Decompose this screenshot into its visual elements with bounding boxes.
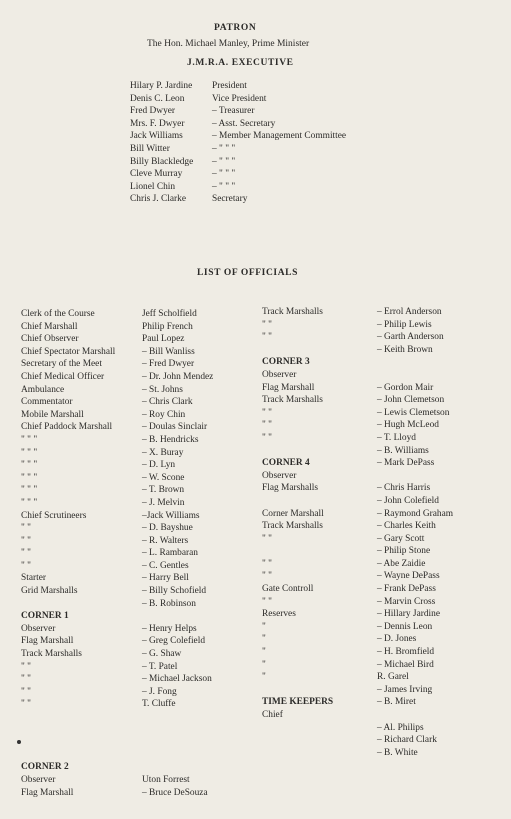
official-entry: – Wayne DePass: [377, 571, 440, 582]
official-entry: " ": [21, 535, 31, 546]
official-entry: – W. Scone: [142, 472, 185, 483]
official-entry: – Frank DePass: [377, 584, 436, 595]
official-entry: T. Cluffe: [142, 699, 176, 710]
official-entry: – Roy Chin: [142, 409, 186, 420]
official-entry: Chief Scrutineers: [21, 510, 87, 521]
official-entry: " ": [21, 523, 31, 534]
official-entry: – B. Hendricks: [142, 434, 199, 445]
official-entry: CORNER 4: [262, 458, 310, 469]
exec-name: Mrs. F. Dwyer: [130, 118, 185, 129]
exec-name: Jack Williams: [130, 131, 183, 142]
official-entry: [21, 749, 115, 762]
official-entry: " " ": [21, 434, 38, 445]
official-entry: – D. Jones: [377, 634, 417, 645]
names-column-1: [142, 308, 213, 799]
official-entry: Observer: [262, 369, 297, 380]
official-entry: – Hillary Jardine: [377, 609, 441, 620]
official-entry: Track Marshalls: [262, 395, 323, 406]
exec-role: – " " ": [212, 156, 236, 167]
official-entry: – Charles Keith: [377, 521, 436, 532]
official-entry: – Doulas Sinclair: [142, 422, 208, 433]
official-entry: – R. Walters: [142, 535, 189, 546]
executive-heading: J.M.R.A. EXECUTIVE: [187, 58, 294, 68]
official-entry: – X. Buray: [142, 447, 184, 458]
official-entry: [377, 709, 453, 722]
official-entry: " " ": [21, 497, 38, 508]
official-entry: Starter: [21, 573, 46, 584]
official-entry: – John Clemetson: [377, 395, 445, 406]
official-entry: Philip French: [142, 321, 193, 332]
official-entry: – Bruce DeSouza: [142, 787, 208, 798]
official-entry: " ": [21, 560, 31, 571]
official-entry: TIME KEEPERS: [262, 697, 334, 708]
official-entry: [142, 610, 213, 623]
official-entry: – Henry Helps: [142, 623, 197, 634]
exec-role: – Treasurer: [212, 106, 255, 117]
official-entry: " " ": [21, 472, 38, 483]
executive-roles: [212, 80, 346, 206]
official-entry: – Gordon Mair: [377, 382, 434, 393]
official-entry: – T. Patel: [142, 661, 178, 672]
officials-heading: LIST OF OFFICIALS: [197, 268, 299, 278]
official-entry: – Garth Anderson: [377, 332, 444, 343]
exec-role: – " " ": [212, 181, 236, 192]
exec-name: Chris J. Clarke: [130, 194, 186, 205]
exec-role: President: [212, 81, 247, 91]
official-entry: " ": [21, 699, 31, 710]
official-entry: – Dennis Leon: [377, 621, 433, 632]
official-entry: – Fred Dwyer: [142, 359, 195, 370]
official-entry: – Al. Philips: [377, 722, 424, 733]
official-entry: Chief Spectator Marshall: [21, 346, 116, 357]
official-entry: [21, 724, 115, 737]
names-column-2: [377, 306, 453, 759]
official-entry: " ": [262, 420, 272, 431]
official-entry: Paul Lopez: [142, 334, 185, 345]
official-entry: – Michael Jackson: [142, 674, 212, 685]
official-entry: " ": [262, 558, 272, 569]
official-entry: CORNER 2: [21, 762, 69, 773]
official-entry: Track Marshalls: [262, 521, 323, 532]
official-entry: " ": [262, 533, 272, 544]
official-entry: [142, 736, 213, 749]
official-entry: – Raymond Graham: [377, 508, 454, 519]
official-entry: " ": [262, 407, 272, 418]
official-entry: Clerk of the Course: [21, 309, 95, 319]
official-entry: Track Marshalls: [262, 307, 323, 317]
official-entry: – Abe Zaidie: [377, 558, 426, 569]
official-entry: Track Marshalls: [21, 649, 82, 660]
official-entry: – B. Williams: [377, 445, 429, 456]
official-entry: Mobile Marshall: [21, 409, 84, 420]
official-entry: Chief Paddock Marshall: [21, 422, 113, 433]
official-entry: – D. Bayshue: [142, 523, 193, 534]
official-entry: – B. Robinson: [142, 598, 196, 609]
official-entry: ": [262, 672, 266, 683]
official-entry: – Richard Clark: [377, 735, 437, 746]
positions-column-1: [21, 308, 115, 799]
official-entry: [377, 369, 453, 382]
official-entry: " ": [262, 432, 272, 443]
official-entry: – St. Johns: [142, 384, 183, 395]
official-entry: " " ": [21, 447, 38, 458]
official-entry: Observer: [21, 774, 56, 785]
official-entry: Chief Observer: [21, 334, 79, 345]
official-entry: – Harry Bell: [142, 573, 189, 584]
official-entry: [262, 545, 333, 558]
exec-name: Fred Dwyer: [130, 106, 176, 117]
official-entry: Uton Forrest: [142, 774, 190, 785]
official-entry: CORNER 1: [21, 611, 69, 622]
official-entry: Reserves: [262, 609, 296, 620]
official-entry: Secretary of the Meet: [21, 359, 102, 370]
official-entry: [142, 711, 213, 724]
official-entry: – Gary Scott: [377, 533, 425, 544]
official-entry: ": [262, 621, 266, 632]
official-entry: –Jack Williams: [142, 510, 200, 521]
official-entry: – Errol Anderson: [377, 307, 442, 317]
official-entry: – J. Fong: [142, 686, 177, 697]
official-entry: – D. Lyn: [142, 460, 176, 471]
exec-name: Cleve Murray: [130, 169, 183, 180]
official-entry: Observer: [21, 623, 56, 634]
positions-column-2: [262, 306, 333, 722]
official-entry: – Bill Wanliss: [142, 346, 195, 357]
official-entry: Commentator: [21, 397, 73, 408]
official-entry: " ": [21, 686, 31, 697]
official-entry: Chief Marshall: [21, 321, 78, 332]
official-entry: [377, 356, 453, 369]
official-entry: – Michael Bird: [377, 659, 434, 670]
official-entry: – C. Gentles: [142, 560, 189, 571]
official-entry: Chief: [262, 710, 283, 720]
official-entry: Flag Marshalls: [262, 483, 318, 494]
official-entry: [21, 598, 115, 611]
official-entry: " " ": [21, 485, 38, 496]
official-entry: Corner Marshall: [262, 508, 324, 519]
official-entry: [142, 749, 213, 762]
official-entry: " ": [262, 332, 272, 343]
official-entry: " ": [21, 661, 31, 672]
official-entry: " ": [21, 548, 31, 559]
official-entry: – H. Bromfield: [377, 647, 435, 658]
official-entry: – Philip Lewis: [377, 319, 432, 330]
exec-role: – " " ": [212, 169, 236, 180]
official-entry: " ": [262, 319, 272, 330]
official-entry: [142, 761, 213, 774]
exec-role: – Member Management Committee: [212, 131, 347, 142]
official-entry: [262, 445, 333, 458]
official-entry: Flag Marshall: [21, 636, 74, 647]
official-entry: [21, 711, 115, 724]
official-entry: ": [262, 634, 266, 645]
exec-role: Secretary: [212, 194, 248, 205]
official-entry: " ": [21, 674, 31, 685]
official-entry: – B. White: [377, 747, 418, 758]
official-entry: – Philip Stone: [377, 546, 431, 557]
exec-name: Lionel Chin: [130, 181, 176, 192]
official-entry: – G. Shaw: [142, 649, 182, 660]
official-entry: – Lewis Clemetson: [377, 407, 450, 418]
official-entry: – T. Brown: [142, 485, 185, 496]
official-entry: – B. Miret: [377, 697, 416, 708]
official-entry: – Billy Schofield: [142, 586, 207, 597]
patron-name: The Hon. Michael Manley, Prime Minister: [147, 39, 310, 49]
official-entry: Gate Controll: [262, 584, 314, 595]
patron-heading: PATRON: [214, 23, 257, 33]
exec-name: Denis C. Leon: [130, 93, 185, 104]
official-entry: – Marvin Cross: [377, 596, 436, 607]
official-entry: R. Garel: [377, 672, 409, 683]
exec-name: Billy Blackledge: [130, 156, 194, 167]
executive-names: [130, 80, 193, 206]
official-entry: – Mark DePass: [377, 458, 435, 469]
official-entry: [377, 470, 453, 483]
official-entry: – Chris Harris: [377, 483, 431, 494]
official-entry: Flag Marshall: [21, 787, 74, 798]
official-entry: – James Irving: [377, 684, 433, 695]
official-entry: [262, 344, 333, 357]
official-entry: – L. Rambaran: [142, 548, 198, 559]
official-entry: – Keith Brown: [377, 344, 433, 355]
official-entry: CORNER 3: [262, 357, 310, 368]
official-entry: Observer: [262, 470, 297, 481]
official-entry: – J. Melvin: [142, 497, 185, 508]
official-entry: – Hugh McLeod: [377, 420, 439, 431]
official-entry: " ": [262, 596, 272, 607]
official-entry: – Greg Colefield: [142, 636, 206, 647]
official-entry: [262, 684, 333, 697]
official-entry: [142, 724, 213, 737]
official-entry: [21, 736, 115, 749]
official-entry: [262, 495, 333, 508]
official-entry: – Dr. John Mendez: [142, 371, 214, 382]
official-entry: – John Colefield: [377, 495, 439, 506]
official-entry: – T. Lloyd: [377, 432, 416, 443]
exec-role: – Asst. Secretary: [212, 118, 276, 129]
official-entry: Grid Marshalls: [21, 586, 78, 597]
official-entry: – Chris Clark: [142, 397, 193, 408]
exec-role: – " " ": [212, 143, 236, 154]
official-entry: " " ": [21, 460, 38, 471]
official-entry: Jeff Scholfield: [142, 309, 197, 319]
official-entry: " ": [262, 571, 272, 582]
official-entry: ": [262, 647, 266, 658]
print-dot: [17, 740, 21, 744]
official-entry: Chief Medical Officer: [21, 371, 105, 382]
exec-name: Bill Witter: [130, 143, 170, 154]
official-entry: Ambulance: [21, 384, 65, 395]
exec-role: Vice President: [212, 93, 267, 104]
exec-name: Hilary P. Jardine: [130, 81, 193, 91]
official-entry: Flag Marshall: [262, 382, 315, 393]
official-entry: ": [262, 659, 266, 670]
